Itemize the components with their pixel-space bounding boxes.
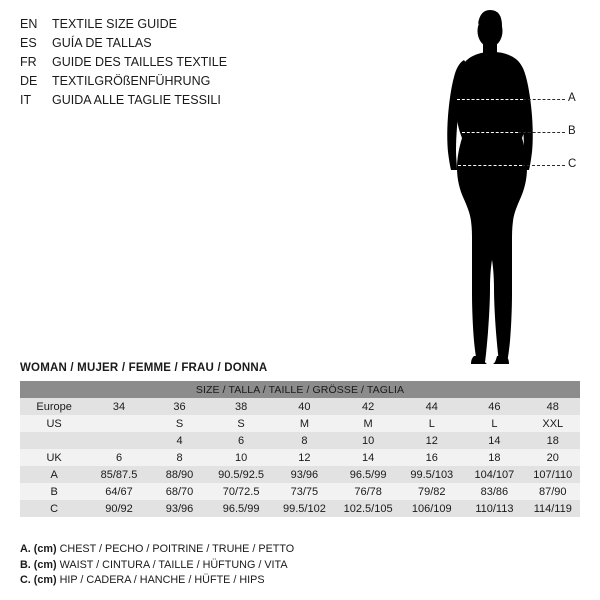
- measure-label-b: B: [568, 125, 576, 137]
- cell: 76/78: [336, 483, 400, 500]
- measurement-notes: [20, 542, 440, 589]
- cell: 96.5/99: [209, 500, 273, 517]
- table-header-label: SIZE / TALLA / TAILLE / GRÖSSE / TAGLIA: [20, 381, 580, 398]
- note-row: [20, 542, 440, 558]
- cell: 104/107: [463, 466, 525, 483]
- cell: 48: [526, 398, 580, 415]
- cell: 38: [209, 398, 273, 415]
- cell: 73/75: [273, 483, 336, 500]
- language-title: TEXTILGRÖßENFÜHRUNG: [52, 74, 211, 88]
- measure-line-b-inner: [462, 132, 518, 133]
- language-header: [20, 15, 350, 110]
- cell: 8: [273, 432, 336, 449]
- table-row: [20, 483, 580, 500]
- cell: 8: [150, 449, 209, 466]
- cell: 114/119: [526, 500, 580, 517]
- note-text: HIP / CADERA / HANCHE / HÜFTE / HIPS: [59, 574, 265, 586]
- table-row: [20, 432, 580, 449]
- language-code: DE: [20, 74, 38, 88]
- row-label: US: [20, 415, 88, 432]
- language-title: TEXTILE SIZE GUIDE: [52, 17, 178, 31]
- cell: 106/109: [400, 500, 463, 517]
- note-text: CHEST / PECHO / POITRINE / TRUHE / PETTO: [59, 543, 295, 555]
- cell: 12: [273, 449, 336, 466]
- measure-label-c: C: [568, 158, 577, 170]
- cell: 102.5/105: [336, 500, 400, 517]
- cell: 20: [526, 449, 580, 466]
- cell: 90/92: [88, 500, 150, 517]
- cell: 110/113: [463, 500, 525, 517]
- cell: 96.5/99: [336, 466, 400, 483]
- language-row: [20, 91, 350, 110]
- language-title: GUÍA DE TALLAS: [52, 36, 152, 50]
- cell: 6: [209, 432, 273, 449]
- size-table-wrap: [20, 381, 580, 517]
- cell: 6: [88, 449, 150, 466]
- language-code: ES: [20, 36, 37, 50]
- cell: 10: [336, 432, 400, 449]
- note-key: B. (cm): [20, 558, 57, 571]
- cell: 36: [150, 398, 209, 415]
- table-row: [20, 466, 580, 483]
- row-label: B: [20, 483, 88, 500]
- measure-line-a-inner: [457, 99, 523, 100]
- cell: 40: [273, 398, 336, 415]
- language-row: [20, 15, 350, 34]
- language-title: GUIDA ALLE TAGLIE TESSILI: [52, 93, 221, 107]
- language-row: [20, 53, 350, 72]
- cell: L: [400, 415, 463, 432]
- table-row: [20, 398, 580, 415]
- size-table: [20, 381, 580, 517]
- cell: 83/86: [463, 483, 525, 500]
- table-row: [20, 500, 580, 517]
- language-row: [20, 34, 350, 53]
- cell: [88, 432, 150, 449]
- cell: M: [336, 415, 400, 432]
- cell: S: [209, 415, 273, 432]
- cell: 44: [400, 398, 463, 415]
- cell: 42: [336, 398, 400, 415]
- language-code: EN: [20, 17, 38, 31]
- cell: 79/82: [400, 483, 463, 500]
- cell: 93/96: [273, 466, 336, 483]
- language-row: [20, 72, 350, 91]
- cell: 14: [336, 449, 400, 466]
- note-key: A. (cm): [20, 543, 57, 555]
- row-label: C: [20, 500, 88, 517]
- cell: [88, 415, 150, 432]
- cell: 18: [526, 432, 580, 449]
- cell: 87/90: [526, 483, 580, 500]
- cell: 90.5/92.5: [209, 466, 273, 483]
- cell: 70/72.5: [209, 483, 273, 500]
- cell: 88/90: [150, 466, 209, 483]
- measure-leader-c: [522, 165, 565, 166]
- table-row: [20, 449, 580, 466]
- cell: 14: [463, 432, 525, 449]
- language-code: IT: [20, 93, 32, 107]
- note-key: C. (cm): [20, 574, 57, 586]
- cell: 64/67: [88, 483, 150, 500]
- table-header-row: [20, 381, 580, 398]
- note-row: [20, 573, 440, 589]
- note-row: [20, 558, 440, 574]
- cell: 16: [400, 449, 463, 466]
- row-label: A: [20, 466, 88, 483]
- cell: 85/87.5: [88, 466, 150, 483]
- section-title: WOMAN / MUJER / FEMME / FRAU / DONNA: [20, 362, 268, 374]
- cell: 10: [209, 449, 273, 466]
- body-figure: [400, 10, 590, 370]
- cell: 93/96: [150, 500, 209, 517]
- cell: L: [463, 415, 525, 432]
- note-text: WAIST / CINTURA / TAILLE / HÜFTUNG / VITA: [59, 558, 288, 571]
- cell: 12: [400, 432, 463, 449]
- cell: XXL: [526, 415, 580, 432]
- cell: 18: [463, 449, 525, 466]
- table-row: [20, 415, 580, 432]
- female-silhouette-icon: [400, 10, 590, 370]
- language-title: GUIDE DES TAILLES TEXTILE: [52, 55, 228, 69]
- measure-line-c-inner: [458, 165, 522, 166]
- cell: 34: [88, 398, 150, 415]
- cell: 107/110: [526, 466, 580, 483]
- cell: 68/70: [150, 483, 209, 500]
- language-code: FR: [20, 55, 37, 69]
- cell: M: [273, 415, 336, 432]
- cell: 99.5/103: [400, 466, 463, 483]
- cell: S: [150, 415, 209, 432]
- row-label: Europe: [20, 398, 88, 415]
- measure-leader-a: [523, 99, 565, 100]
- cell: 99.5/102: [273, 500, 336, 517]
- cell: 46: [463, 398, 525, 415]
- row-label: [20, 432, 88, 449]
- cell: 4: [150, 432, 209, 449]
- measure-leader-b: [518, 132, 565, 133]
- row-label: UK: [20, 449, 88, 466]
- measure-label-a: A: [568, 92, 576, 104]
